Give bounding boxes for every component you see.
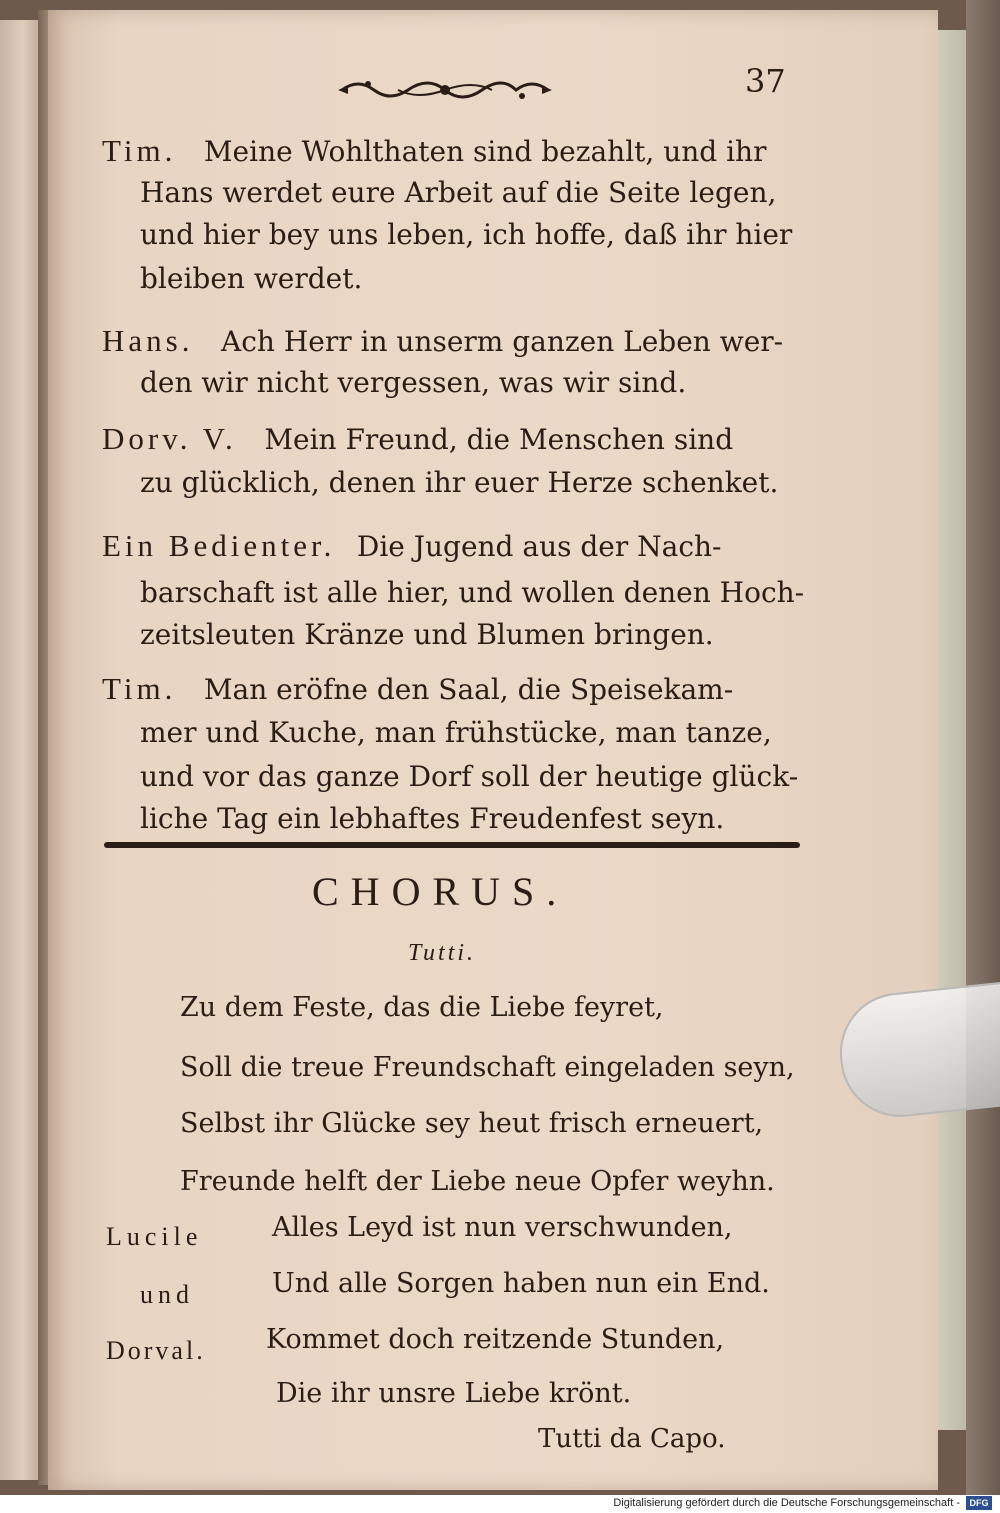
left-page-edge [0, 20, 40, 1480]
duet-line: Die ihr unsre Liebe krönt. [276, 1378, 632, 1409]
dialogue-line: Die Jugend aus der Nach- [356, 530, 722, 563]
tutti-label: Tutti. [408, 940, 477, 966]
duet-line: Und alle Sorgen haben nun ein End. [272, 1268, 770, 1299]
dialogue-line: und hier bey uns leben, ich hoffe, daß ihr hier [140, 218, 793, 251]
speech-hans [102, 320, 783, 363]
verse-line: Soll die treue Freundschaft eingeladen seyn, [180, 1052, 795, 1083]
speaker-name: Hans. [102, 323, 194, 358]
dialogue-line: barschaft ist alle hier, und wollen denen Hoch- [140, 576, 805, 609]
speaker-name: Tim. [102, 133, 177, 168]
speaker-name: Dorv. V. [102, 421, 237, 456]
dialogue-line: Mein Freund, die Menschen sind [264, 423, 734, 456]
dialogue-line: Meine Wohlthaten sind bezahlt, und ihr [203, 135, 767, 168]
duet-line: Kommet doch reitzende Stunden, [266, 1324, 725, 1355]
role-und: und [140, 1280, 194, 1309]
speech-tim-2 [102, 668, 733, 711]
ornament-icon [338, 70, 552, 110]
verse-line: Freunde helft der Liebe neue Opfer weyhn. [180, 1166, 775, 1197]
speech-bedienter [102, 525, 722, 568]
dialogue-line: zu glücklich, denen ihr euer Herze schenket. [140, 466, 779, 499]
dialogue-line: bleiben werdet. [140, 262, 363, 295]
footer-bar [0, 1495, 1000, 1513]
speech-tim-1 [102, 130, 766, 173]
page-number: 37 [745, 62, 786, 100]
dialogue-line: mer und Kuche, man frühstücke, man tanze, [140, 716, 772, 749]
chorus-heading: CHORUS. [312, 869, 569, 914]
speaker-name: Tim. [102, 671, 177, 706]
closing-direction: Tutti da Capo. [538, 1424, 726, 1454]
funding-credit: Digitalisierung gefördert durch die Deutsche Forschungsgemeinschaft - [613, 1497, 960, 1509]
dialogue-line: Man eröfne den Saal, die Speisekam- [203, 673, 734, 706]
book-cover-edge [966, 0, 1000, 1495]
dialogue-line: Hans werdet eure Arbeit auf die Seite legen, [140, 176, 777, 209]
dialogue-line: zeitsleuten Kränze und Blumen bringen. [140, 618, 714, 651]
dialogue-line: und vor das ganze Dorf soll der heutige glück- [140, 760, 799, 793]
dfg-logo-icon: DFG [966, 1496, 992, 1510]
role-lucile: Lucile [106, 1222, 203, 1251]
dialogue-line: Ach Herr in unserm ganzen Leben wer- [221, 325, 784, 358]
speaker-name: Ein Bedienter. [102, 528, 336, 563]
duet-line: Alles Leyd ist nun verschwunden, [272, 1212, 733, 1243]
verse-line: Zu dem Feste, das die Liebe feyret, [180, 992, 664, 1023]
speech-dorval [102, 418, 733, 461]
role-dorval: Dorval. [106, 1336, 206, 1365]
dialogue-line: den wir nicht vergessen, was wir sind. [140, 366, 687, 399]
dialogue-line: liche Tag ein lebhaftes Freudenfest seyn. [140, 802, 725, 835]
verse-line: Selbst ihr Glücke sey heut frisch erneuert, [180, 1108, 764, 1139]
section-divider [104, 842, 800, 848]
